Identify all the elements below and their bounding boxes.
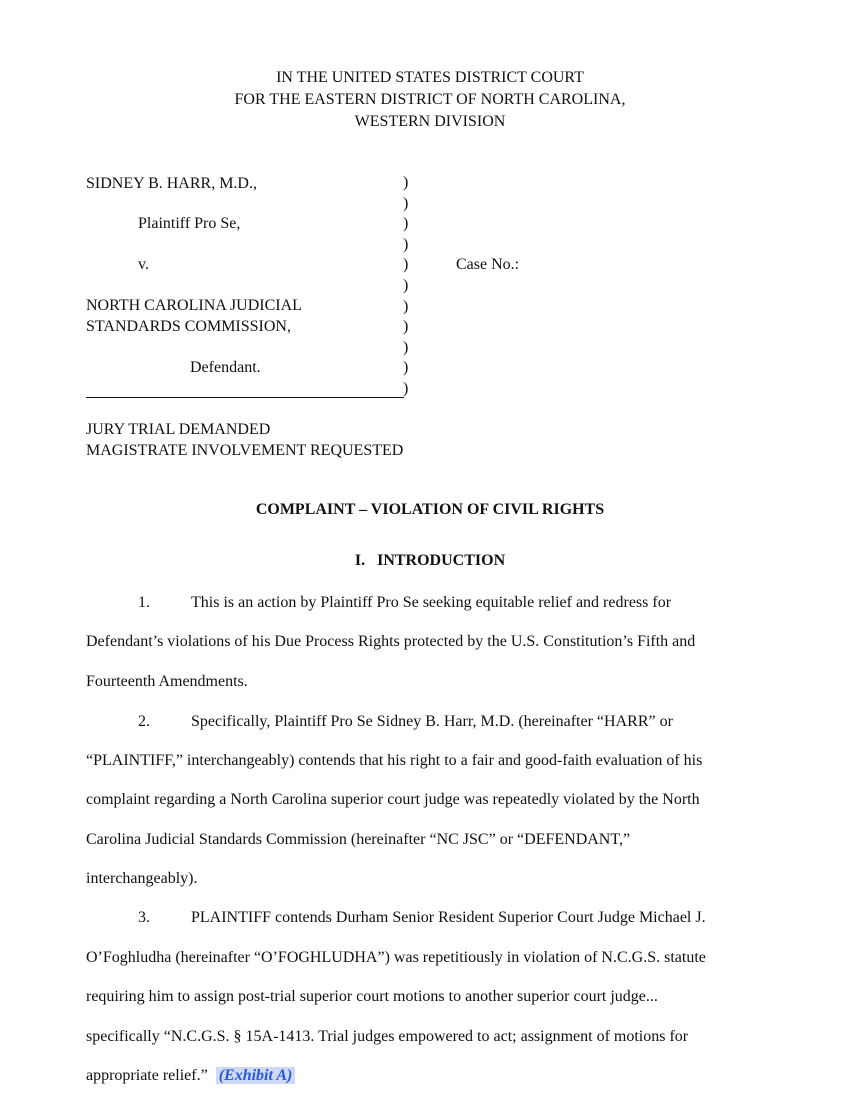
jury-trial-demand: JURY TRIAL DEMANDED <box>86 421 271 438</box>
paragraph-line: Specifically, Plaintiff Pro Se Sidney B. Harr, M.D. (hereinafter “HARR” or <box>191 713 673 730</box>
paragraph-line: specifically “N.C.G.S. § 15A-1413. Trial judges empowered to act; assignment of motions for <box>86 1028 689 1045</box>
caption-paren: ) <box>403 297 409 315</box>
plaintiff-role: Plaintiff Pro Se, <box>138 215 241 232</box>
court-name-line-2: FOR THE EASTERN DISTRICT OF NORTH CAROLINA, <box>234 91 626 108</box>
caption-paren: ) <box>403 235 409 253</box>
caption-paren: ) <box>403 194 409 212</box>
caption-paren: ) <box>403 359 409 377</box>
paragraph-line: Defendant’s violations of his Due Process Rights protected by the U.S. Constitution’s Fifth and <box>86 633 696 650</box>
paragraph-line: “PLAINTIFF,” interchangeably) contends that his right to a fair and good-faith evaluation of his <box>86 752 703 769</box>
defendant-name-line-1: NORTH CAROLINA JUDICIAL <box>86 297 302 314</box>
caption-rule <box>86 397 404 398</box>
paragraph-line: PLAINTIFF contends Durham Senior Resident Superior Court Judge Michael J. <box>191 909 706 926</box>
paragraph-line: interchangeably). <box>86 870 198 887</box>
paragraph-line: appropriate relief.” <box>86 1067 208 1084</box>
caption-paren: ) <box>403 276 409 294</box>
paragraph-number: 1. <box>138 594 150 611</box>
court-name-line-1: IN THE UNITED STATES DISTRICT COURT <box>276 69 584 86</box>
paragraph-line: Fourteenth Amendments. <box>86 673 248 690</box>
paragraph-number: 2. <box>138 713 150 730</box>
court-division: WESTERN DIVISION <box>354 113 506 130</box>
plaintiff-name: SIDNEY B. HARR, M.D., <box>86 175 257 192</box>
paragraph-line: This is an action by Plaintiff Pro Se seeking equitable relief and redress for <box>191 594 672 611</box>
paragraph-line: Carolina Judicial Standards Commission (hereinafter “NC JSC” or “DEFENDANT,” <box>86 831 631 848</box>
paragraph-last-line <box>86 1067 295 1085</box>
paragraph-line: O’Foghludha (hereinafter “O’FOGHLUDHA”) was repetitiously in violation of N.C.G.S. statute <box>86 949 706 966</box>
case-number-label: Case No.: <box>456 256 520 273</box>
caption-paren: ) <box>403 379 409 397</box>
paragraph-line: complaint regarding a North Carolina superior court judge was repeatedly violated by the North <box>86 791 700 808</box>
document-title: COMPLAINT – VIOLATION OF CIVIL RIGHTS <box>255 501 605 518</box>
caption-paren: ) <box>403 256 409 274</box>
exhibit-a-link[interactable]: (Exhibit A) <box>216 1067 296 1084</box>
defendant-name-line-2: STANDARDS COMMISSION, <box>86 318 291 335</box>
caption-paren: ) <box>403 338 409 356</box>
magistrate-request: MAGISTRATE INVOLVEMENT REQUESTED <box>86 442 404 459</box>
caption-paren: ) <box>403 215 409 233</box>
caption-paren: ) <box>403 318 409 336</box>
paragraph-number: 3. <box>138 909 150 926</box>
defendant-role: Defendant. <box>190 359 261 376</box>
section-heading: I. INTRODUCTION <box>354 552 506 569</box>
caption-paren: ) <box>403 174 409 191</box>
caption-paren-column <box>403 173 413 400</box>
paragraph-line: requiring him to assign post-trial superior court motions to another superior court judge... <box>86 988 658 1005</box>
versus: v. <box>138 256 149 273</box>
